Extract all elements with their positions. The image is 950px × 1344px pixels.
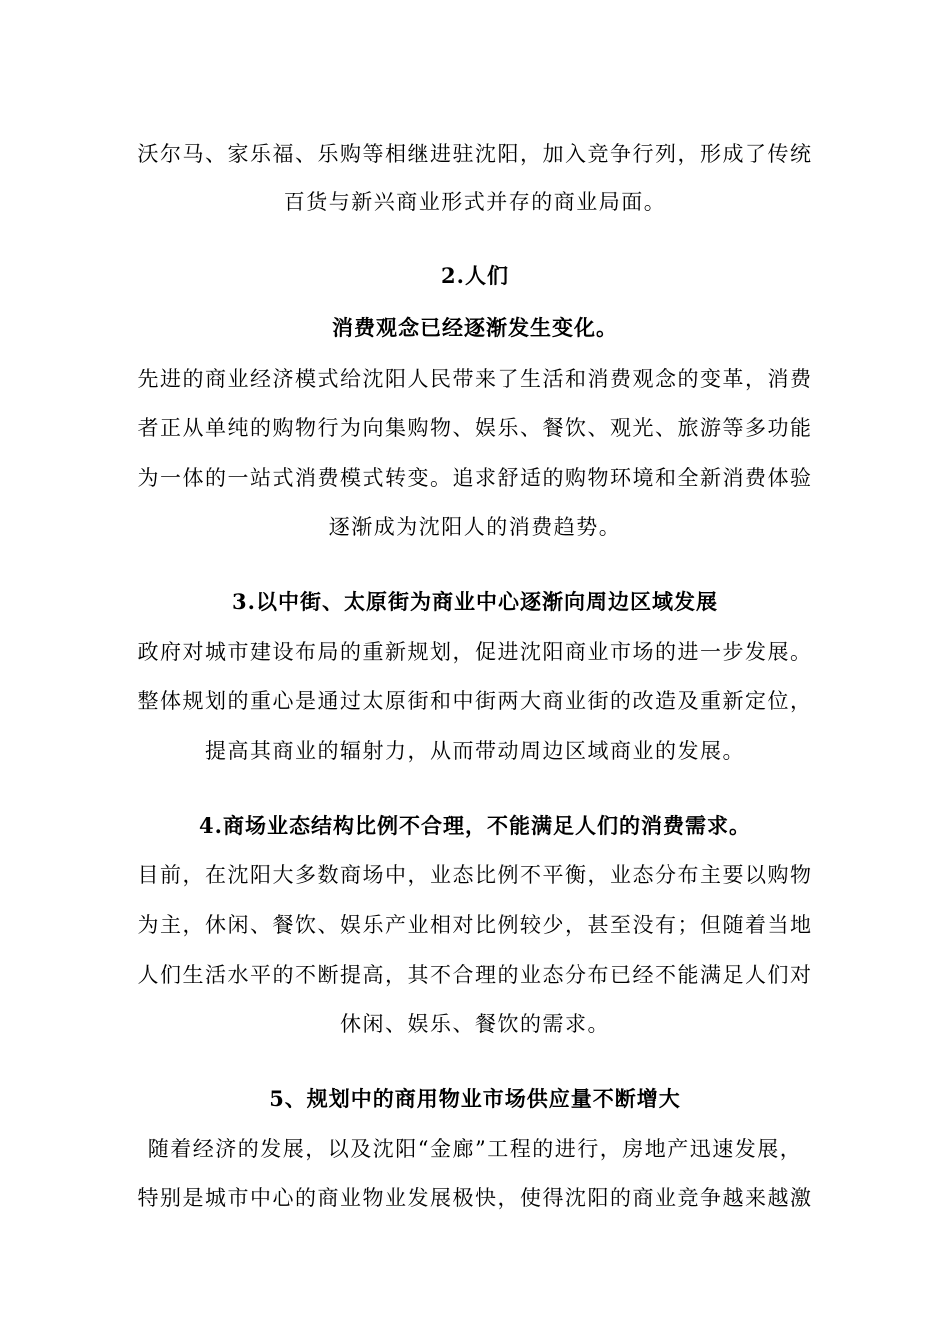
paragraph-line: 休闲、娱乐、餐饮的需求。 [340, 1012, 610, 1036]
paragraph-line: 特别是城市中心的商业物业发展极快，使得沈阳的商业竞争越来越激 [137, 1186, 813, 1210]
section-heading: 2.人们 [441, 263, 509, 288]
paragraph-line: 为主，休闲、餐饮、娱乐产业相对比例较少，甚至没有；但随着当地 [137, 913, 813, 937]
paragraph-line: 随着经济的发展，以及沈阳“金廊”工程的进行，房地产迅速发展， [147, 1137, 803, 1161]
paragraph-line: 逐渐成为沈阳人的消费趋势。 [328, 515, 622, 539]
paragraph-line: 目前，在沈阳大多数商场中，业态比例不平衡，业态分布主要以购物 [137, 863, 813, 887]
paragraph-line: 提高其商业的辐射力，从而带动周边区域商业的发展。 [205, 739, 745, 763]
paragraph-line: 沃尔马、家乐福、乐购等相继进驻沈阳，加入竞争行列，形成了传统 [137, 142, 813, 166]
section-heading: 3.以中街、太原街为商业中心逐渐向周边区域发展 [232, 589, 718, 614]
paragraph-line: 人们生活水平的不断提高，其不合理的业态分布已经不能满足人们对 [137, 963, 813, 987]
paragraph-line: 先进的商业经济模式给沈阳人民带来了生活和消费观念的变革，消费 [137, 367, 813, 391]
paragraph-line: 为一体的一站式消费模式转变。追求舒适的购物环境和全新消费体验 [137, 466, 813, 490]
paragraph-line: 百货与新兴商业形式并存的商业局面。 [283, 190, 667, 214]
section-heading: 4.商场业态结构比例不合理，不能满足人们的消费需求。 [199, 813, 751, 838]
paragraph-line: 整体规划的重心是通过太原街和中街两大商业街的改造及重新定位， [137, 689, 813, 713]
section-heading: 5、规划中的商用物业市场供应量不断增大 [269, 1086, 681, 1111]
section-heading: 消费观念已经逐渐发生变化。 [332, 315, 618, 340]
paragraph-line: 政府对城市建设布局的重新规划，促进沈阳商业市场的进一步发展。 [137, 640, 813, 664]
paragraph-line: 者正从单纯的购物行为向集购物、娱乐、餐饮、观光、旅游等多功能 [137, 416, 813, 440]
